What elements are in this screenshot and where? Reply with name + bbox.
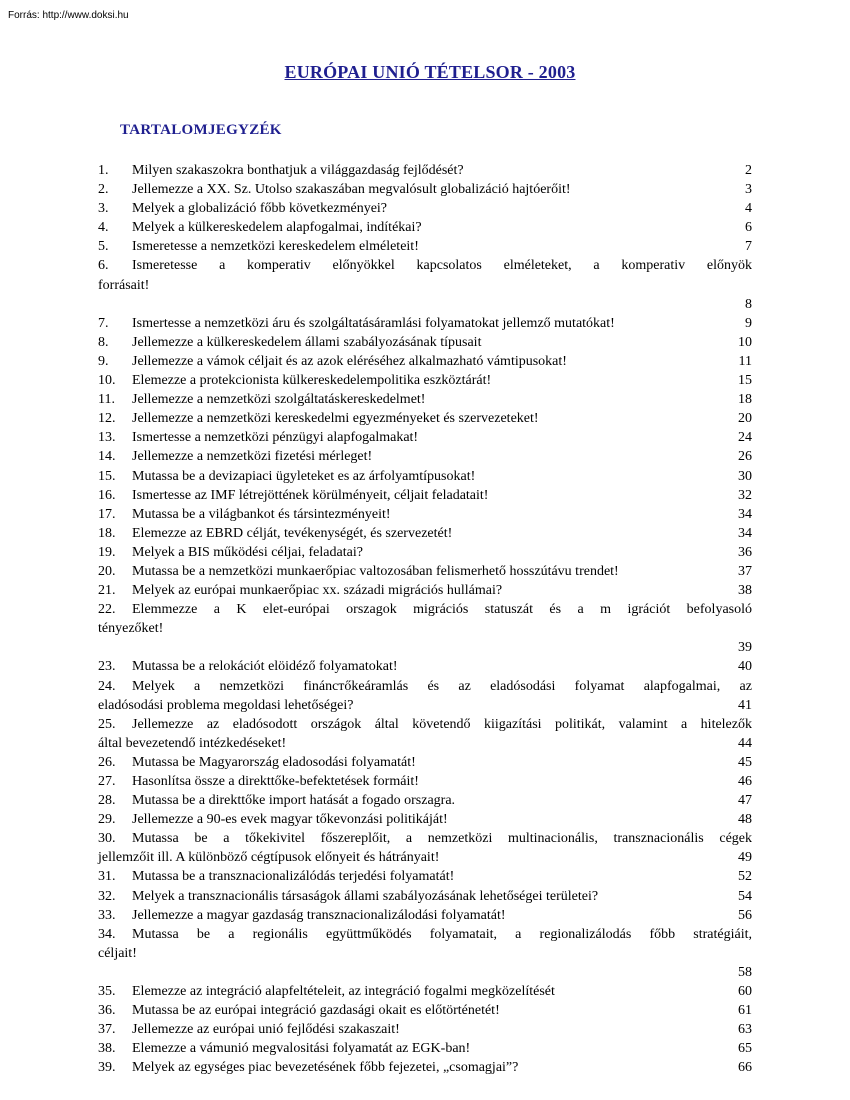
toc-entry-text: Melyek a BIS működési céljai, feladatai? [132,544,363,560]
toc-entry [98,333,752,352]
toc-entry [98,180,752,199]
toc-entry [98,199,752,218]
table-of-contents [98,161,752,1078]
toc-entry-page: 36 [738,544,752,560]
toc-entry-page: 20 [738,411,752,427]
toc-entry [98,524,752,543]
toc-entry [98,791,752,810]
toc-entry-page: 46 [738,774,752,789]
toc-entry-number: 17. [98,506,116,522]
toc-entry-text: Mutassa be az európai integráció gazdasági okait es előtörténetét! [132,1003,500,1019]
toc-entry-text: Jellemezze az eladósodott országok által követendő kiigazítási politikát, valamint a hitelezők [132,716,752,732]
toc-entry-page: 9 [745,315,752,331]
toc-entry-number: 2. [98,182,109,198]
toc-entry-page: 38 [738,583,752,599]
toc-entry-number: 26. [98,754,116,770]
toc-entry [98,161,752,180]
toc-entry-page: 6 [745,220,752,236]
toc-entry-text: Ismeretesse a komperativ előnyökkel kapcsolatos elméleteket, a komperativ előnyök [132,258,752,274]
toc-entry-number: 1. [98,163,109,178]
toc-entry-number: 36. [98,1003,116,1019]
toc-heading: TARTALOMJEGYZÉK [120,122,282,138]
toc-entry-number: 35. [98,984,116,1000]
toc-entry [98,982,752,1001]
toc-entry-page: 60 [738,984,752,1000]
toc-entry-text: Mutassa be a direkttőke import hatását a fogado orszagra. [132,793,456,809]
toc-entry-number: 10. [98,373,116,389]
toc-entry-page: 4 [745,201,752,217]
toc-entry-text-continued: céljait! [98,945,137,961]
toc-entry [98,352,752,371]
toc-entry-text-continued: forrásait! [98,277,150,293]
toc-entry-text-continued: által bevezetendő intézkedéseket! [98,735,287,751]
toc-entry [98,314,752,333]
toc-entry-page: 34 [738,506,752,522]
toc-entry-number: 3. [98,201,109,217]
toc-entry-text: Hasonlítsa össze a direkttőke-befektetések formáit! [132,774,419,789]
toc-entry-number: 38. [98,1041,116,1057]
toc-entry [98,867,752,886]
toc-entry [98,906,752,925]
toc-entry-text: Ismertesse az IMF létrejöttének körülményeit, céljait feladatait! [132,487,489,503]
toc-entry-page: 37 [738,563,752,579]
toc-entry-page: 8 [745,296,752,312]
toc-entry-page: 47 [738,793,752,809]
toc-entry-page: 30 [738,468,752,484]
toc-entry-text: Jellemezze az európai unió fejlődési szakaszait! [132,1022,400,1038]
toc-entry-text: Mutassa be Magyarország eladosodási folyamatát! [132,754,416,770]
toc-entry-page: 34 [738,525,752,541]
toc-entry [98,1001,752,1020]
toc-entry-number: 34. [98,926,116,942]
toc-entry-page: 65 [738,1041,752,1057]
toc-entry-page: 63 [738,1022,752,1038]
toc-entry-page: 45 [738,754,752,770]
toc-entry-page: 32 [738,487,752,503]
toc-entry-page: 52 [738,869,752,885]
toc-entry-number: 37. [98,1022,116,1038]
toc-entry [98,218,752,237]
toc-entry-number: 31. [98,869,116,885]
toc-entry-text: Melyek az egységes piac bevezetésének főbb fejezetei, „csomagjai”? [132,1060,519,1076]
toc-entry [98,600,752,657]
toc-entry [98,715,752,753]
toc-entry-number: 24. [98,678,116,694]
toc-entry-number: 23. [98,659,116,675]
toc-entry-text: Mutassa be a relokációt elöidéző folyamatokat! [132,659,398,675]
toc-entry [98,256,752,313]
toc-entry-page: 2 [745,163,752,178]
toc-entry-text: Elemezze a vámunió megvalositási folyamatát az EGK-ban! [132,1041,471,1057]
toc-entry-text-continued: eladósodási problema megoldasi lehetőségei? [98,697,354,713]
toc-entry-text: Jellemezze a külkereskedelem állami szabályozásának típusait [132,334,482,350]
toc-entry [98,753,752,772]
toc-entry-number: 33. [98,907,116,923]
toc-entry-text: Ismeretesse a nemzetközi kereskedelem elméleteit! [132,239,419,255]
toc-entry [98,1058,752,1077]
toc-entry-page: 3 [745,182,752,198]
toc-entry-text: Elemezze az EBRD célját, tevékenységét, és szervezetét! [132,525,453,541]
toc-entry [98,677,752,715]
document-title: EURÓPAI UNIÓ TÉTELSOR - 2003 [284,62,576,82]
toc-entry [98,657,752,676]
toc-entry-text: Melyek a külkereskedelem alapfogalmai, indítékai? [132,220,422,236]
toc-entry-number: 15. [98,468,116,484]
toc-entry-text: Mutassa be a regionális együttműködés folyamatait, a regionalizálodás főbb stratégiáit, [132,926,752,942]
toc-entry-number: 6. [98,258,109,274]
toc-entry [98,428,752,447]
toc-entry-text: Mutassa be a nemzetközi munkaerőpiac valtozosában felismerhető hosszútávu trendet! [132,563,619,579]
toc-entry-page: 58 [738,964,752,980]
toc-entry [98,1020,752,1039]
toc-entry-text: Elemezze a protekcionista külkereskedelempolitika eszköztárát! [132,373,492,389]
toc-entry-page: 10 [738,334,752,350]
toc-entry-number: 4. [98,220,109,236]
toc-entry-page: 24 [738,430,752,446]
toc-entry [98,447,752,466]
toc-entry [98,562,752,581]
toc-entry-number: 20. [98,563,116,579]
toc-entry-text: Jellemezze a nemzetközi szolgáltatáskereskedelmet! [132,392,426,408]
toc-entry-text: Elemmezze a K elet-európai orszagok migrációs statuszát és a m igrációt befolyasoló [132,602,752,618]
toc-entry [98,543,752,562]
toc-entry-page: 40 [738,659,752,675]
toc-entry-number: 19. [98,544,116,560]
toc-entry [98,237,752,256]
toc-entry-text: Jellemezze a magyar gazdaság transznacionalizálodási folyamatát! [132,907,506,923]
toc-entry-text: Jellemezze a nemzetközi kereskedelmi egyezményeket és szervezeteket! [132,411,539,427]
toc-entry [98,486,752,505]
toc-entry-page: 11 [738,353,752,369]
toc-entry [98,371,752,390]
toc-entry-text: Ismertesse a nemzetközi pénzügyi alapfogalmakat! [132,430,419,446]
toc-entry-text: Jellemezze a 90-es evek magyar tőkevonzási politikáját! [132,812,448,828]
toc-entry-page: 18 [738,392,752,408]
toc-entry-number: 28. [98,793,116,809]
toc-entry-number: 22. [98,602,116,618]
toc-entry-number: 9. [98,353,109,369]
toc-entry-text: Ismertesse a nemzetközi áru és szolgáltatásáramlási folyamatokat jellemző mutatókat! [132,315,615,331]
toc-entry [98,390,752,409]
toc-entry-number: 8. [98,334,109,350]
toc-entry-text-continued: jellemzőit ill. A különböző cégtípusok előnyeit és hátrányait! [98,850,440,866]
toc-entry-page: 56 [738,907,752,923]
toc-entry-number: 12. [98,411,116,427]
toc-entry-number: 25. [98,716,116,732]
toc-entry-text: Milyen szakaszokra bonthatjuk a világgazdaság fejlődését? [132,163,464,178]
toc-entry-page: 54 [738,888,752,904]
toc-entry-page: 39 [738,640,752,656]
toc-entry-number: 32. [98,888,116,904]
toc-entry-text: Elemezze az integráció alapfeltételeit, az integráció fogalmi megközelítését [132,984,555,1000]
toc-entry-text: Mutassa be a devizapiaci ügyleteket es az árfolyamtípusokat! [132,468,476,484]
toc-entry-number: 27. [98,774,116,789]
toc-entry-page: 7 [745,239,752,255]
toc-entry [98,1039,752,1058]
toc-entry [98,505,752,524]
toc-entry-number: 21. [98,583,116,599]
toc-entry-text: Melyek az európai munkaerőpiac xx. századi migrációs hullámai? [132,583,503,599]
toc-entry-number: 30. [98,831,116,847]
toc-entry-page: 44 [738,735,752,751]
toc-entry [98,409,752,428]
toc-entry-text: Melyek a transznacionális társaságok állami szabályozásának lehetőségei területei? [132,888,599,904]
toc-entry-text: Melyek a nemzetközi fináncтőkeáramlás és az eladósodási folyamat alapfogalmai, az [132,678,752,694]
toc-entry-text: Mutassa be a transznacionalizálódás terjedési folyamatát! [132,869,455,885]
toc-entry [98,772,752,791]
toc-entry-page: 66 [738,1060,752,1076]
toc-entry-text-continued: tényezőket! [98,621,164,637]
toc-entry [98,829,752,867]
toc-entry-page: 48 [738,812,752,828]
toc-entry-number: 13. [98,430,116,446]
toc-entry-page: 26 [738,449,752,465]
toc-entry-text: Jellemezze a vámok céljait és az azok eléréséhez alkalmazható vámtipusokat! [132,353,567,369]
toc-entry-number: 7. [98,315,109,331]
toc-entry [98,467,752,486]
toc-entry [98,887,752,906]
toc-entry-text: Mutassa be a világbankot és társintezményeit! [132,506,391,522]
toc-entry-page: 41 [738,697,752,713]
toc-entry [98,925,752,982]
toc-entry-number: 18. [98,525,116,541]
toc-entry-page: 61 [738,1003,752,1019]
toc-entry [98,581,752,600]
toc-entry-text: Jellemezze a XX. Sz. Utolso szakaszában megvalósult globalizáció hajtóerőit! [132,182,571,198]
toc-entry-text: Jellemezze a nemzetközi fizetési mérleget! [132,449,373,465]
toc-entry-number: 5. [98,239,109,255]
toc-entry-number: 14. [98,449,116,465]
toc-entry [98,810,752,829]
toc-entry-number: 39. [98,1060,116,1076]
source-label: Forrás: http://www.doksi.hu [8,10,129,21]
toc-entry-text: Mutassa be a tőkekivitel főszereplőit, a nemzetközi multinacionális, transznacionális cégek [132,831,752,847]
toc-entry-page: 49 [738,850,752,866]
toc-entry-number: 29. [98,812,116,828]
toc-entry-number: 16. [98,487,116,503]
toc-entry-page: 15 [738,373,752,389]
toc-entry-number: 11. [98,392,115,408]
toc-entry-text: Melyek a globalizáció főbb következményei? [132,201,388,217]
